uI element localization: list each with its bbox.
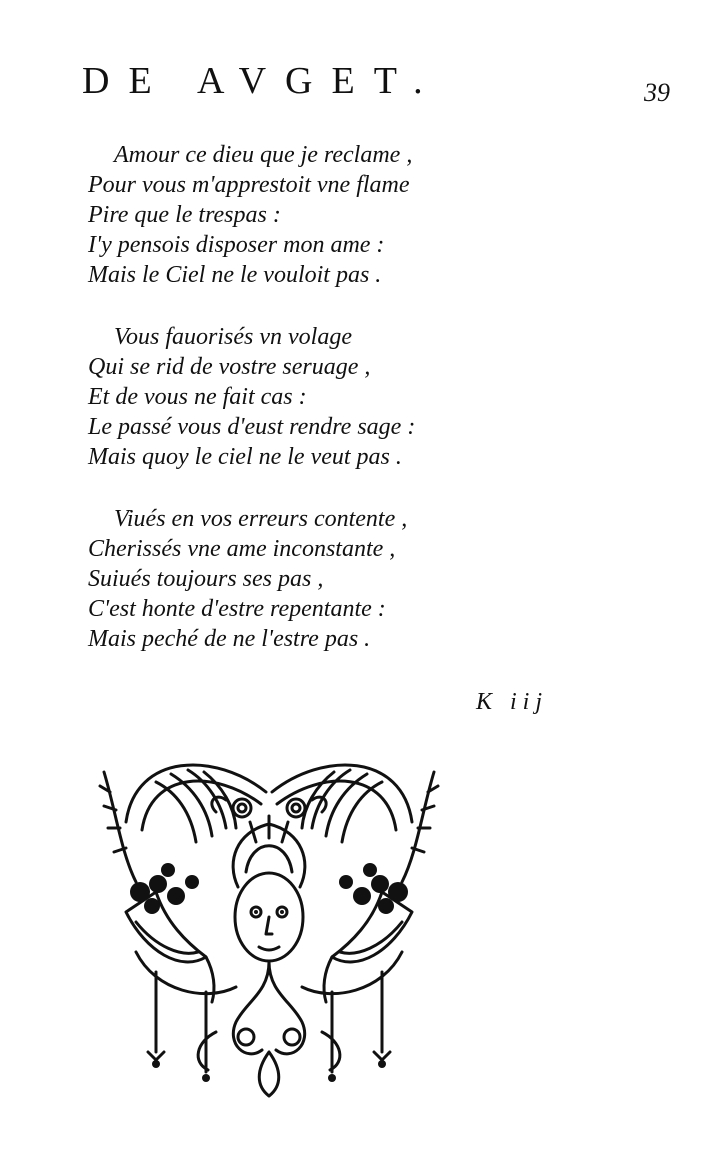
- verse-line: Pour vous m'apprestoit vne flame: [88, 172, 410, 198]
- verse-line: C'est honte d'estre repentante :: [88, 596, 386, 622]
- verse-line: Viués en vos erreurs contente ,: [114, 506, 408, 532]
- tailpiece-ornament-icon: [96, 752, 442, 1102]
- verse-line: Mais le Ciel ne le vouloit pas .: [88, 262, 382, 288]
- verse-line: Pire que le trespas :: [88, 202, 281, 228]
- stanza-1: [88, 140, 548, 290]
- verse-line: Amour ce dieu que je reclame ,: [114, 142, 413, 168]
- verse-line: Vous fauorisés vn volage: [114, 324, 352, 350]
- signature-mark: K iij: [476, 689, 549, 715]
- verse-line: Mais quoy le ciel ne le veut pas .: [88, 444, 402, 470]
- verse-line: Suiués toujours ses pas ,: [88, 566, 324, 592]
- verse-line: Mais peché de ne l'estre pas .: [88, 626, 371, 652]
- stanza-2: [88, 322, 548, 472]
- verse-line: Et de vous ne fait cas :: [88, 384, 307, 410]
- verse-line: Qui se rid de vostre seruage ,: [88, 354, 371, 380]
- verse-line: I'y pensois disposer mon ame :: [88, 232, 385, 258]
- page-number: 39: [644, 78, 670, 107]
- running-head: DE AVGET.: [82, 60, 442, 102]
- verse-line: Cherissés vne ame inconstante ,: [88, 536, 396, 562]
- verse-line: Le passé vous d'eust rendre sage :: [88, 414, 416, 440]
- stanza-3: [88, 504, 548, 654]
